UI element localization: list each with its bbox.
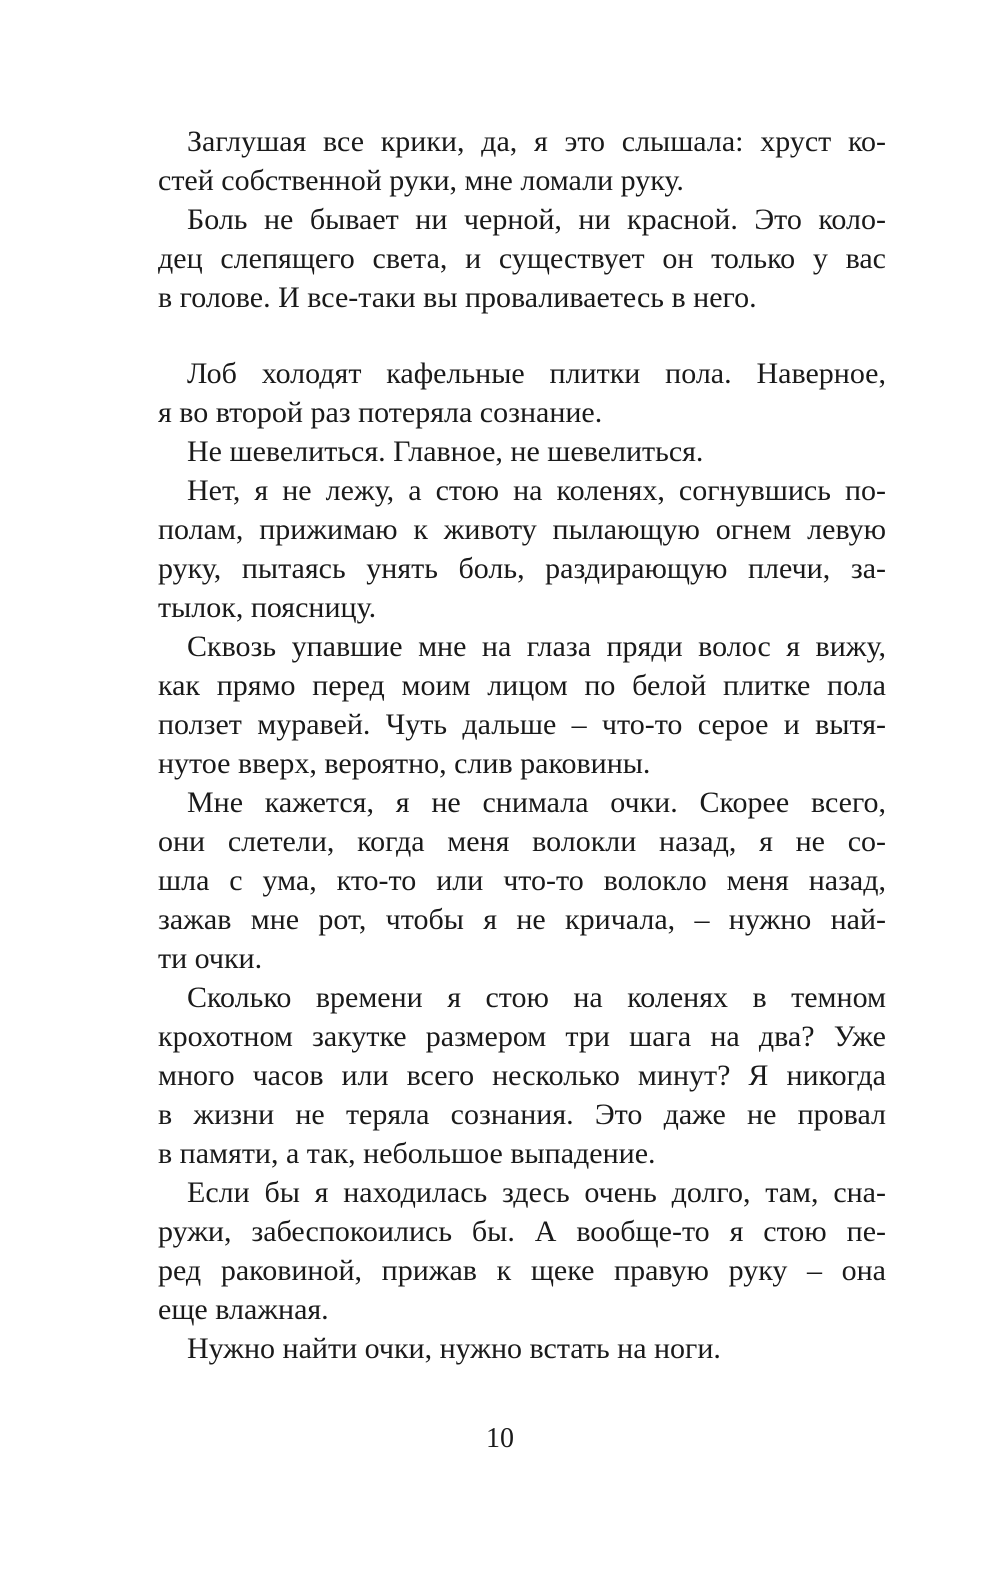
text-line: ружи, забеспокоились бы. А вообще-то я стою пе- — [158, 1215, 886, 1248]
paragraph — [158, 978, 886, 1173]
text-line: в голове. И все-таки вы проваливаетесь в него. — [158, 281, 757, 314]
text-line: еще влажная. — [158, 1293, 329, 1326]
text-line: стей собственной руки, мне ломали руку. — [158, 164, 684, 197]
text-line: в памяти, а так, небольшое выпадение. — [158, 1137, 656, 1170]
text-line: Сквозь упавшие мне на глаза пряди волос я вижу, — [187, 630, 886, 663]
paragraph — [158, 200, 886, 317]
text-line: Если бы я находилась здесь очень долго, там, сна- — [187, 1176, 886, 1209]
text-line: ред раковиной, прижав к щеке правую руку – она — [158, 1254, 886, 1287]
text-line: ти очки. — [158, 942, 263, 975]
text-line: крохотном закутке размером три шага на два? Уже — [158, 1020, 886, 1053]
paragraph — [158, 1173, 886, 1329]
paragraph — [158, 432, 886, 471]
text-line: шла с ума, кто-то или что-то волокло меня назад, — [158, 864, 886, 897]
text-line: Боль не бывает ни черной, ни красной. Это коло- — [187, 203, 886, 236]
text-line: я во второй раз потеряла сознание. — [158, 396, 603, 429]
paragraph — [158, 627, 886, 783]
text-line: много часов или всего несколько минут? Я никогда — [158, 1059, 886, 1092]
text-line: нутое вверх, вероятно, слив раковины. — [158, 747, 651, 780]
text-line: полам, прижимаю к животу пылающую огнем левую — [158, 513, 886, 546]
paragraph — [158, 122, 886, 200]
text-line: Нет, я не лежу, а стою на коленях, согнувшись по- — [187, 474, 886, 507]
text-line: Не шевелиться. Главное, не шевелиться. — [187, 435, 704, 468]
text-line: Заглушая все крики, да, я это слышала: хруст ко- — [187, 125, 886, 158]
text-line: Лоб холодят кафельные плитки пола. Наверное, — [187, 357, 886, 390]
text-line: руку, пытаясь унять боль, раздирающую плечи, за- — [158, 552, 886, 585]
paragraph — [158, 354, 886, 432]
page-number: 10 — [486, 1423, 514, 1454]
text-line: дец слепящего света, и существует он только у вас — [158, 242, 886, 275]
text-line: ползет муравей. Чуть дальше – что-то серое и вытя- — [158, 708, 886, 741]
text-section-1 — [158, 122, 886, 317]
text-line: в жизни не теряла сознания. Это даже не провал — [158, 1098, 886, 1131]
text-line: Нужно найти очки, нужно встать на ноги. — [187, 1332, 721, 1365]
text-line: зажав мне рот, чтобы я не кричала, – нужно най- — [158, 903, 886, 936]
text-line: как прямо перед моим лицом по белой плитке пола — [158, 669, 886, 702]
paragraph — [158, 471, 886, 627]
text-line: они слетели, когда меня волокли назад, я не со- — [158, 825, 886, 858]
paragraph — [158, 783, 886, 978]
paragraph — [158, 1329, 886, 1368]
text-line: Мне кажется, я не снимала очки. Скорее всего, — [187, 786, 886, 819]
text-line: Сколько времени я стою на коленях в темном — [187, 981, 886, 1014]
text-section-2 — [158, 354, 886, 1368]
text-line: тылок, поясницу. — [158, 591, 377, 624]
